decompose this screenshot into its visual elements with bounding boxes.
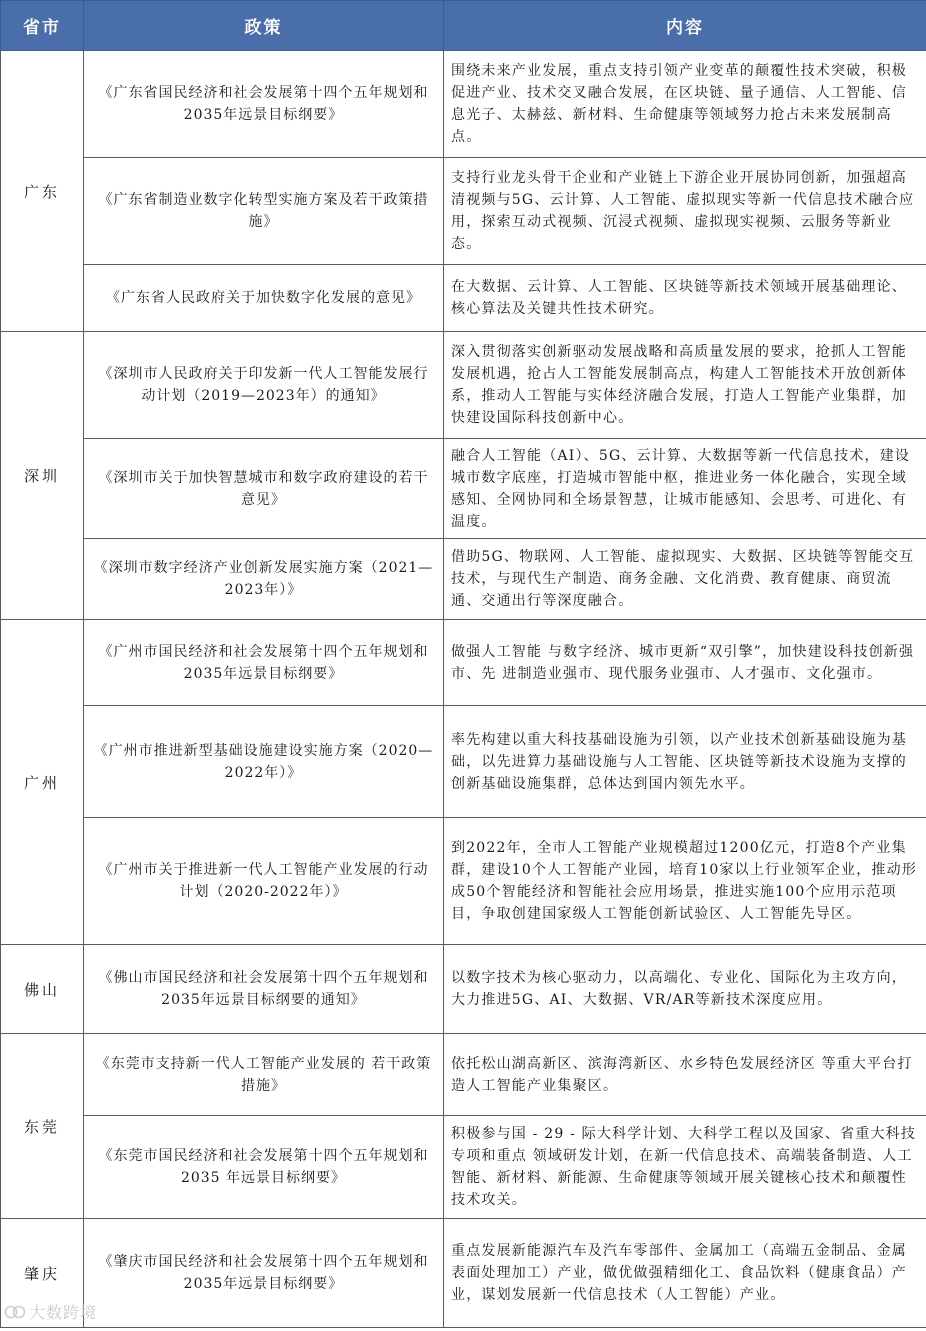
province-cell: 东莞 (1, 1034, 84, 1219)
table-row (1, 1034, 926, 1116)
table-row (1, 265, 926, 332)
policy-cell: 《广东省制造业数字化转型实施方案及若干政策措施》 (84, 158, 444, 265)
policy-cell: 《广东省国民经济和社会发展第十四个五年规划和2035年远景目标纲要》 (84, 51, 444, 158)
policy-cell: 《深圳市数字经济产业创新发展实施方案（2021—2023年）》 (84, 539, 444, 620)
content-cell: 以数字技术为核心驱动力，以高端化、专业化、国际化为主攻方向，大力推进5G、AI、大数据、VR/AR等新技术深度应用。 (444, 945, 926, 1034)
content-cell: 融合人工智能（AI）、5G、云计算、大数据等新一代信息技术，建设城市数字底座，打造城市智能中枢，推进业务一体化融合，实现全域感知、全网协同和全场景智慧，让城市能感知、会思考、可进化、有温度。 (444, 439, 926, 539)
content-cell: 围绕未来产业发展，重点支持引领产业变革的颠覆性技术突破，积极促进产业、技术交叉融合发展，在区块链、量子通信、人工智能、信息光子、太赫兹、新材料、生命健康等领域努力抢占未来发展制高点。 (444, 51, 926, 158)
policy-cell: 《广州市推进新型基础设施建设实施方案（2020—2022年）》 (84, 706, 444, 818)
watermark (4, 1300, 97, 1323)
table-row (1, 818, 926, 945)
content-cell: 深入贯彻落实创新驱动发展战略和高质量发展的要求，抢抓人工智能发展机遇，抢占人工智能发展制高点，构建人工智能技术开放创新体系，推动人工智能与实体经济融合发展，打造人工智能产业集群，加快建设国际科技创新中心。 (444, 332, 926, 439)
policy-cell: 《广州市国民经济和社会发展第十四个五年规划和2035年远景目标纲要》 (84, 620, 444, 706)
table-row (1, 620, 926, 706)
policy-cell: 《广州市关于推进新一代人工智能产业发展的行动计划（2020-2022年）》 (84, 818, 444, 945)
content-cell: 支持行业龙头骨干企业和产业链上下游企业开展协同创新，加强超高清视频与5G、云计算、人工智能、虚拟现实等新一代信息技术融合应用，探索互动式视频、沉浸式视频、虚拟现实视频、云服务等新业态。 (444, 158, 926, 265)
policy-cell: 《广东省人民政府关于加快数字化发展的意见》 (84, 265, 444, 332)
table-row (1, 945, 926, 1034)
province-cell: 佛山 (1, 945, 84, 1034)
content-cell: 依托松山湖高新区、滨海湾新区、水乡特色发展经济区 等重大平台打造人工智能产业集聚区。 (444, 1034, 926, 1116)
province-cell: 广东 (1, 51, 84, 332)
table-row (1, 706, 926, 818)
content-cell: 在大数据、云计算、人工智能、区块链等新技术领域开展基础理论、核心算法及关键共性技术研究。 (444, 265, 926, 332)
table-row (1, 158, 926, 265)
policy-cell: 《东莞市国民经济和社会发展第十四个五年规划和 2035 年远景目标纲要》 (84, 1116, 444, 1219)
header-content: 内容 (444, 1, 926, 51)
content-cell: 做强人工智能 与数字经济、城市更新“双引擎”，加快建设科技创新强市、先 进制造业强市、现代服务业强市、人才强市、文化强市。 (444, 620, 926, 706)
policy-cell: 《东莞市支持新一代人工智能产业发展的 若干政策措施》 (84, 1034, 444, 1116)
content-cell: 积极参与国 - 29 - 际大科学计划、大科学工程以及国家、省重大科技专项和重点 领域研发计划，在新一代信息技术、高端装备制造、人工智能、新材料、新能源、生命健康等领域开展关键核心技术和颠覆性 技术攻关。 (444, 1116, 926, 1219)
table-row (1, 1116, 926, 1219)
logo-icon (4, 1304, 26, 1320)
table-row (1, 439, 926, 539)
content-cell: 重点发展新能源汽车及汽车零部件、金属加工（高端五金制品、金属表面处理加工）产业，做优做强精细化工、食品饮料（健康食品）产业，谋划发展新一代信息技术（人工智能）产业。 (444, 1219, 926, 1328)
province-cell: 广州 (1, 620, 84, 945)
table-row (1, 1219, 926, 1328)
header-policy: 政策 (84, 1, 444, 51)
watermark-text: 大数跨境 (29, 1303, 98, 1322)
province-cell: 肇庆 (1, 1219, 84, 1328)
header-row (1, 1, 926, 51)
province-cell: 深圳 (1, 332, 84, 620)
policy-cell: 《肇庆市国民经济和社会发展第十四个五年规划和2035年远景目标纲要》 (84, 1219, 444, 1328)
content-cell: 到2022年，全市人工智能产业规模超过1200亿元，打造8个产业集群，建设10个人工智能产业园，培育10家以上行业领军企业，推动形成50个智能经济和智能社会应用场景，推进实施100个应用示范项目，争取创建国家级人工智能创新试验区、人工智能先导区。 (444, 818, 926, 945)
table-row (1, 51, 926, 158)
policy-cell: 《深圳市人民政府关于印发新一代人工智能发展行动计划（2019—2023年）的通知》 (84, 332, 444, 439)
policy-cell: 《深圳市关于加快智慧城市和数字政府建设的若干意见》 (84, 439, 444, 539)
table-row (1, 539, 926, 620)
policy-cell: 《佛山市国民经济和社会发展第十四个五年规划和2035年远景目标纲要的通知》 (84, 945, 444, 1034)
header-province: 省市 (1, 1, 84, 51)
content-cell: 率先构建以重大科技基础设施为引领，以产业技术创新基础设施为基础，以先进算力基础设施与人工智能、区块链等新技术设施为支撑的创新基础设施集群，总体达到国内领先水平。 (444, 706, 926, 818)
content-cell: 借助5G、物联网、人工智能、虚拟现实、大数据、区块链等智能交互技术，与现代生产制造、商务金融、文化消费、教育健康、商贸流通、交通出行等深度融合。 (444, 539, 926, 620)
table-row (1, 332, 926, 439)
